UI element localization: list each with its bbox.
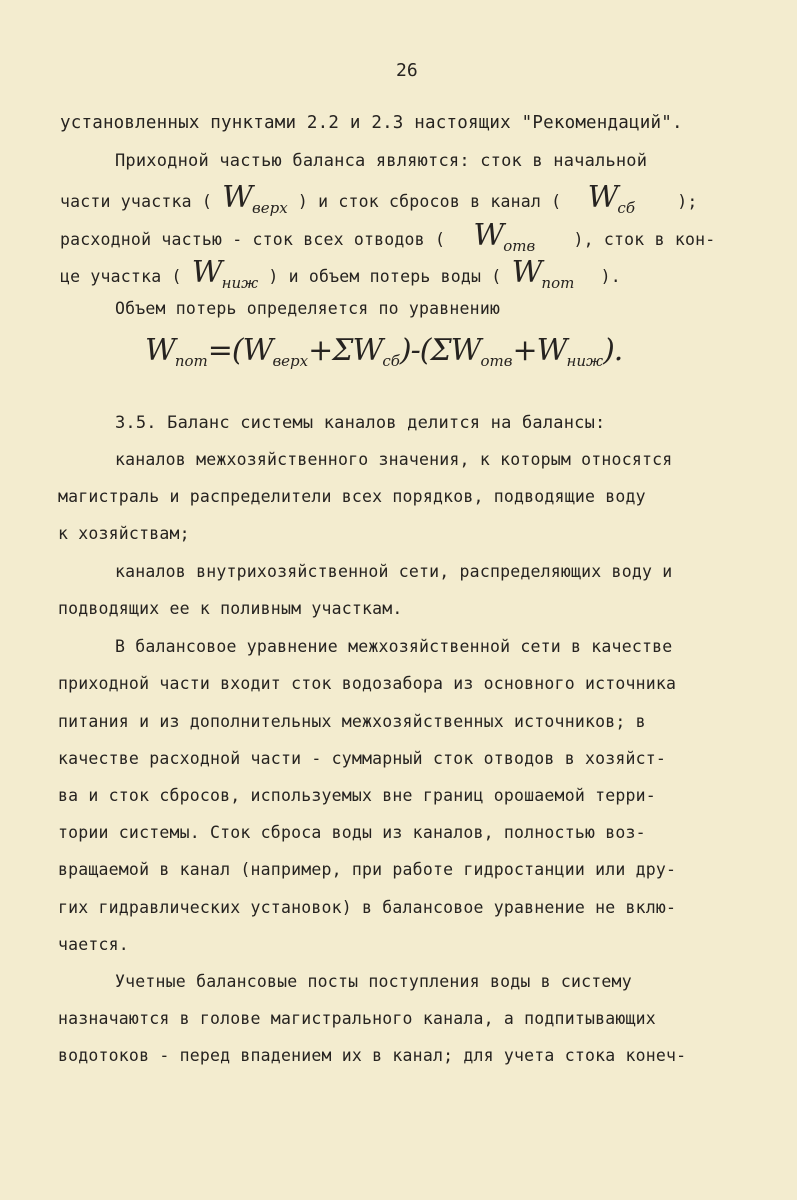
text-line: установленных пунктами 2.2 и 2.3 настоящих "Рекомендаций". [60, 113, 683, 133]
symbol-w-sb: $W_{сб}$ [587, 180, 635, 217]
page-number: 26 [396, 60, 418, 81]
text-line: приходной части входит сток водозабора из основного источника [58, 674, 677, 693]
text-line-with-symbols: це участка ( $W_{ниж}$ ) и объем потерь воды ( $W_{пот}$ ). [60, 255, 621, 292]
section-heading: 3.5. Баланс системы каналов делится на балансы: [115, 413, 606, 433]
text-line: чается. [58, 935, 129, 954]
text-line: магистраль и распределители всех порядков, подводящие воду [58, 487, 646, 506]
balance-equation: $W_{пот}=(W_{верх}+\Sigma W_{сб})-(\Sigma W_{отв}+W_{ниж})$. [145, 333, 623, 370]
text-line: каналов внутрихозяйственной сети, распределяющих воду и [115, 562, 673, 581]
text-line-with-symbols: расходной частью - сток всех отводов ( $W_{отв}$ ), сток в кон- [60, 218, 716, 255]
text-line: питания и из дополнительных межхозяйственных источников; в [58, 712, 646, 731]
text-line: водотоков - перед впадением их в канал; для учета стока конеч- [58, 1046, 687, 1065]
symbol-w-verh: $W_{верх}$ [222, 180, 288, 217]
text-line: подводящих ее к поливным участкам. [58, 599, 403, 618]
text-line-with-symbols: части участка ( $W_{верх}$ ) и сток сбросов в канал ( $W_{сб}$ ); [60, 180, 698, 217]
text-line: каналов межхозяйственного значения, к которым относятся [115, 450, 673, 469]
text-line: вращаемой в канал (например, при работе гидростанции или дру- [58, 860, 677, 879]
symbol-w-pot: $W_{пот}$ [511, 255, 575, 292]
text-line: Учетные балансовые посты поступления воды в систему [115, 972, 632, 991]
text-line: В балансовое уравнение межхозяйственной сети в качестве [115, 637, 673, 656]
text-line: Объем потерь определяется по уравнению [115, 299, 501, 318]
text-line: тории системы. Сток сброса воды из каналов, полностью воз- [58, 823, 646, 842]
text-line: назначаются в голове магистрального канала, а подпитывающих [58, 1009, 656, 1028]
text-line: Приходной частью баланса являются: сток в начальной [115, 151, 648, 171]
text-line: ва и сток сбросов, используемых вне границ орошаемой терри- [58, 786, 656, 805]
symbol-w-otv: $W_{отв}$ [473, 218, 536, 255]
text-line: качестве расходной части - суммарный сток отводов в хозяйст- [58, 749, 667, 768]
symbol-w-nizh: $W_{ниж}$ [191, 255, 259, 292]
text-line: к хозяйствам; [58, 524, 190, 543]
text-line: гих гидравлических установок) в балансовое уравнение не вклю- [58, 898, 677, 917]
